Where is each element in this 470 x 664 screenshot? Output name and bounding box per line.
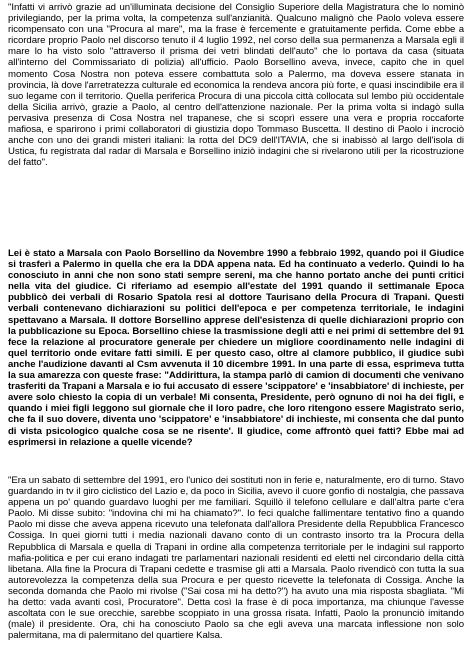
- intro-quote-paragraph: "Infatti vi arrivò grazie ad un'illuminata decisione del Consiglio Superiore della Magistratura che lo nominò privilegiando, per la prima volta, la competenza sull'anzianità. Qualcuno malignò che Paolo voleva essere ricompensato con una "Procura al mare", ma la frase è fercemente e gratuitamente perfida. Come ebbe a ricordare proprio Paolo nel discorso tenuto il 4 luglio 1992, nel corso della sua permanenza a Marsala egli il mare lo ha visto solo "attraverso il prisma dei vetri blindati dell'auto" che lo portava da casa (situata all'interno del Commissariato di polizia) all'ufficio. Paolo Borsellino aveva, invece, capito che in quel momento Cosa Nostra non poteva essere combattuta solo a Palermo, ma doveva essere stanata in provincia, là dove l'arretratezza culturale ed economica la rendeva ancora più forte, e quasi inscindibile era il suo legame con il territorio. Quella periferica Procura di una piccola città collocata sul lembo più occidentale della Sicilia arrivò, grazie a Paolo, al centro dell'attenzione nazionale. Per la prima volta si indagò sulla pervasiva presenza di Cosa Nostra nel trapanese, che si scoprì essere una vera e propria roccaforte mafiosa, e sparirono i primi collaboratori di giustizia dopo Tommaso Buscetta. Il destino di Paolo i incrociò anche con uno dei grandi misteri italiani: la rotta del DC9 dell'ITAVIA, che si inabissò al largo dell'isola di Ustica, fu registrata dal radar di Marsala e Borsellino iniziò indagini che si rivelarono utili per la ricostruzione del fatto".: [8, 2, 464, 169]
- answer-paragraph: "Era un sabato di settembre del 1991, ero l'unico dei sostituti non in ferie e, naturalmente, ero di turno. Stavo guardando in tv il giro ciclistico del Lazio e, da poco in Sicilia, avevo il cuore gonfio di nostalgia, che passava appena un po' quando guardavo luoghi per me familiari. Squillò il telefono cellulare e dall'altra parte c'era Paolo. Mi disse subito: "indovina chi mi ha chiamato?". Io feci qualche fallimentare tentativo fino a quando Paolo mi disse che aveva appena ricevuto una telefonata dall'allora Presidente della Repubblica Francesco Cossiga. In quei giorni tutti i media nazionali davano conto di un contrasto insorto tra la Procura della Repubblica di Marsala e quella di Trapani in ordine alla competenza territoriale per le indagini sul rapporto mafia-politica e per cui erano indagati tre parlamentari nazionali residenti ed eletti nel circondario della città libetana. Alla fine la Procura di Trapani cedette e trasmise gli atti a Marsala. Paolo rivendicò con tutta la sua autorevolezza la competenza della sua Procura e per questo ricevette la telefonata di Cossiga. Anche la seconda domanda che Paolo mi rivolse ("Sai cosa mi ha detto?") ha avuto una mia risposta sbagliata. "Mi ha detto: vada avanti così, Procuratore". Detta così la frase è di poca importanza, ma chiunque l'avesse ascoltata con le sue orecchie, sarebbe scoppiato in una grossa risata. Infatti, Paolo la pronunciò imitando (male) il presidente. Ora, chi ha conosciuto Paolo sa che egli aveva una marcata inflessione non solo palermitana, ma di palermitano del quartiere Kalsa.: [8, 475, 464, 642]
- interview-question-paragraph: Lei è stato a Marsala con Paolo Borsellino da Novembre 1990 a febbraio 1992, quando poi il Giudice si trasferì a Palermo in quella che era la DDA appena nata. Ed ha continuato a vederlo. Quindi lo ha conosciuto in anni che non sono stati sempre sereni, ma che hanno portato anche dei punti critici nella vita del giudice. Ci riferiamo ad esempio all'estate del 1991 quando il settimanale Epoca pubblicò dei verbali di Rosario Spatola resi al dottore Taurisano della Procura di Trapani. Questi verbali contenevano dichiarazioni su politici dell'epoca e per competenza territoriale, le indagini spettavano a Marsala. Il dottore Borsellino apprese dell'esistenza di quelle dichiarazioni proprio con la pubblicazione su Epoca. Borsellino chiese la trasmissione degli atti e nei primi di settembre del 91 fece la relazione al procuratore generale per chiedere un migliore coordinamento nelle indagini di quel territorio onde evitare fatti simili. E per questo caso, oltre al clamore pubblico, il giudice subì anche l'audizione davanti al Csm avvenuta il 10 dicembre 1991. In una parte di essa, esprimeva tutta la sua amarezza con queste frase: "Addirittura, la stampa parlò di camion di documenti che venivano trasferiti da Trapani a Marsala e io fui accusato di essere 'scippatore' e 'insabbiatore' di inchieste, per avere solo chiesto la copia di un verbale! Mi consenta, Presidente, però ognuno di noi ha dei figli, e quando i miei figli leggono sul giornale che il loro padre, che loro ritengono essere Magistrato serio, che fa il suo dovere, diventa uno 'scippatore' e 'insabbiatore' di inchieste, mi consenta che dal punto di vista psicologico qualche cosa se ne risente'. Il giudice, come affrontò quei fatti? Ebbe mai ad esprimersi in relazione a quelle vicende?: [8, 248, 464, 448]
